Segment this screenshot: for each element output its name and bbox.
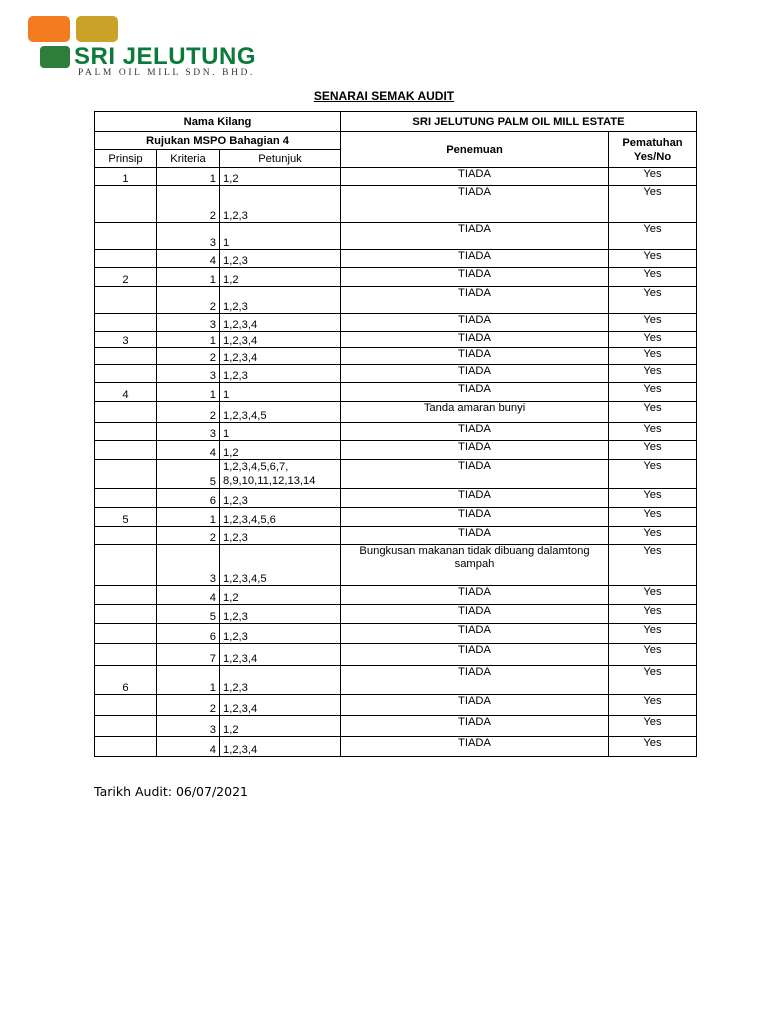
petunjuk-cell: 1,2,3,4,5,6 bbox=[220, 508, 341, 527]
prinsip-cell bbox=[95, 223, 157, 250]
petunjuk-cell-line1: 1,2,3,4,5,6,7, bbox=[223, 461, 289, 473]
petunjuk-cell: 1,2,3 bbox=[220, 624, 341, 644]
table-row bbox=[95, 624, 697, 644]
pematuhan-cell: Yes bbox=[609, 716, 697, 737]
petunjuk-cell: 1 bbox=[220, 223, 341, 250]
prinsip-cell: 6 bbox=[95, 666, 157, 695]
penemuan-cell: TIADA bbox=[341, 489, 609, 508]
kriteria-cell: 2 bbox=[157, 186, 220, 223]
petunjuk-cell: 1 bbox=[220, 383, 341, 402]
table-row bbox=[95, 545, 697, 586]
table-row bbox=[95, 527, 697, 545]
petunjuk-cell: 1,2,3 bbox=[220, 489, 341, 508]
prinsip-cell bbox=[95, 314, 157, 332]
prinsip-cell: 4 bbox=[95, 383, 157, 402]
table-row bbox=[95, 168, 697, 186]
kriteria-cell: 3 bbox=[157, 545, 220, 586]
petunjuk-cell: 1,2,3,4 bbox=[220, 348, 341, 365]
pematuhan-cell: Yes bbox=[609, 402, 697, 423]
pematuhan-cell: Yes bbox=[609, 441, 697, 460]
prinsip-cell bbox=[95, 605, 157, 624]
pematuhan-cell: Yes bbox=[609, 737, 697, 757]
table-row bbox=[95, 460, 697, 489]
kriteria-cell: 6 bbox=[157, 489, 220, 508]
nama-kilang-value: SRI JELUTUNG PALM OIL MILL ESTATE bbox=[341, 112, 697, 132]
penemuan-cell bbox=[341, 545, 609, 586]
penemuan-cell: TIADA bbox=[341, 695, 609, 716]
kriteria-cell: 4 bbox=[157, 441, 220, 460]
table-row bbox=[95, 644, 697, 666]
col-petunjuk: Petunjuk bbox=[220, 150, 341, 168]
table-row bbox=[95, 348, 697, 365]
penemuan-cell: TIADA bbox=[341, 186, 609, 223]
kriteria-cell: 1 bbox=[157, 332, 220, 348]
prinsip-cell: 5 bbox=[95, 508, 157, 527]
pematuhan-cell: Yes bbox=[609, 348, 697, 365]
prinsip-cell: 1 bbox=[95, 168, 157, 186]
petunjuk-cell: 1 bbox=[220, 423, 341, 441]
table-row bbox=[95, 223, 697, 250]
pematuhan-cell: Yes bbox=[609, 332, 697, 348]
pematuhan-cell: Yes bbox=[609, 605, 697, 624]
pematuhan-cell: Yes bbox=[609, 287, 697, 314]
table-row bbox=[95, 508, 697, 527]
penemuan-cell: TIADA bbox=[341, 666, 609, 695]
petunjuk-cell: 1,2,3,4 bbox=[220, 644, 341, 666]
penemuan-cell: TIADA bbox=[341, 314, 609, 332]
petunjuk-cell: 1,2 bbox=[220, 268, 341, 287]
table-row bbox=[95, 441, 697, 460]
kriteria-cell: 2 bbox=[157, 287, 220, 314]
col-prinsip: Prinsip bbox=[95, 150, 157, 168]
kriteria-cell: 6 bbox=[157, 624, 220, 644]
petunjuk-cell: 1,2,3 bbox=[220, 250, 341, 268]
petunjuk-cell: 1,2,3 bbox=[220, 365, 341, 383]
pematuhan-cell: Yes bbox=[609, 624, 697, 644]
audit-checklist-table bbox=[94, 111, 697, 757]
petunjuk-cell bbox=[220, 460, 341, 489]
document-title: SENARAI SEMAK AUDIT bbox=[313, 89, 455, 103]
company-subtitle: PALM OIL MILL SDN. BHD. bbox=[78, 68, 255, 78]
prinsip-cell: 2 bbox=[95, 268, 157, 287]
penemuan-cell: TIADA bbox=[341, 605, 609, 624]
company-name: SRI JELUTUNG bbox=[74, 43, 257, 70]
table-row bbox=[95, 250, 697, 268]
petunjuk-cell: 1,2 bbox=[220, 716, 341, 737]
prinsip-cell: 3 bbox=[95, 332, 157, 348]
table-row bbox=[95, 716, 697, 737]
table-row bbox=[95, 365, 697, 383]
table-row bbox=[95, 402, 697, 423]
petunjuk-cell: 1,2,3,4 bbox=[220, 314, 341, 332]
penemuan-cell: TIADA bbox=[341, 383, 609, 402]
table-row bbox=[95, 186, 697, 223]
prinsip-cell bbox=[95, 348, 157, 365]
kriteria-cell: 3 bbox=[157, 223, 220, 250]
pematuhan-cell: Yes bbox=[609, 365, 697, 383]
kriteria-cell: 2 bbox=[157, 402, 220, 423]
kriteria-cell: 3 bbox=[157, 716, 220, 737]
kriteria-cell: 1 bbox=[157, 168, 220, 186]
pematuhan-cell: Yes bbox=[609, 250, 697, 268]
penemuan-cell: TIADA bbox=[341, 441, 609, 460]
pematuhan-cell: Yes bbox=[609, 460, 697, 489]
kriteria-cell: 5 bbox=[157, 460, 220, 489]
prinsip-cell bbox=[95, 423, 157, 441]
kriteria-cell: 4 bbox=[157, 250, 220, 268]
kriteria-cell: 3 bbox=[157, 365, 220, 383]
penemuan-cell: TIADA bbox=[341, 287, 609, 314]
prinsip-cell bbox=[95, 586, 157, 605]
kriteria-cell: 2 bbox=[157, 695, 220, 716]
petunjuk-cell: 1,2,3 bbox=[220, 186, 341, 223]
table-row bbox=[95, 287, 697, 314]
kriteria-cell: 7 bbox=[157, 644, 220, 666]
kriteria-cell: 3 bbox=[157, 423, 220, 441]
penemuan-cell: TIADA bbox=[341, 168, 609, 186]
penemuan-cell: TIADA bbox=[341, 348, 609, 365]
prinsip-cell bbox=[95, 489, 157, 508]
kriteria-cell: 4 bbox=[157, 586, 220, 605]
table-row bbox=[95, 332, 697, 348]
kriteria-cell: 1 bbox=[157, 383, 220, 402]
table-row bbox=[95, 423, 697, 441]
pematuhan-cell: Yes bbox=[609, 527, 697, 545]
penemuan-cell: TIADA bbox=[341, 737, 609, 757]
petunjuk-cell: 1,2,3,4 bbox=[220, 695, 341, 716]
petunjuk-cell: 1,2 bbox=[220, 168, 341, 186]
penemuan-cell-line1: Bungkusan makanan tidak dibuang dalam bbox=[359, 545, 568, 557]
table-row bbox=[95, 666, 697, 695]
prinsip-cell bbox=[95, 716, 157, 737]
prinsip-cell bbox=[95, 644, 157, 666]
prinsip-cell bbox=[95, 695, 157, 716]
company-logo bbox=[28, 16, 258, 78]
kriteria-cell: 2 bbox=[157, 348, 220, 365]
penemuan-cell: TIADA bbox=[341, 586, 609, 605]
pematuhan-cell: Yes bbox=[609, 423, 697, 441]
petunjuk-cell: 1,2,3,4,5 bbox=[220, 545, 341, 586]
pematuhan-cell: Yes bbox=[609, 489, 697, 508]
petunjuk-cell: 1,2,3 bbox=[220, 527, 341, 545]
pematuhan-cell: Yes bbox=[609, 644, 697, 666]
table-row bbox=[95, 383, 697, 402]
table-row bbox=[95, 695, 697, 716]
logo-orange-block bbox=[28, 16, 70, 42]
penemuan-cell: TIADA bbox=[341, 250, 609, 268]
pematuhan-cell: Yes bbox=[609, 508, 697, 527]
pematuhan-cell: Yes bbox=[609, 545, 697, 586]
nama-kilang-label: Nama Kilang bbox=[95, 112, 341, 132]
prinsip-cell bbox=[95, 287, 157, 314]
table-row bbox=[95, 489, 697, 508]
prinsip-cell bbox=[95, 545, 157, 586]
penemuan-cell: TIADA bbox=[341, 508, 609, 527]
penemuan-header: Penemuan bbox=[341, 132, 609, 168]
table-row bbox=[95, 737, 697, 757]
tarikh-audit: Tarikh Audit: 06/07/2021 bbox=[94, 784, 248, 799]
table-row bbox=[95, 605, 697, 624]
penemuan-cell: TIADA bbox=[341, 460, 609, 489]
rujukan-label: Rujukan MSPO Bahagian 4 bbox=[95, 132, 341, 150]
kriteria-cell: 5 bbox=[157, 605, 220, 624]
pematuhan-cell: Yes bbox=[609, 314, 697, 332]
kriteria-cell: 4 bbox=[157, 737, 220, 757]
pematuhan-header: Pematuhan Yes/No bbox=[609, 132, 697, 168]
kriteria-cell: 1 bbox=[157, 666, 220, 695]
penemuan-cell: TIADA bbox=[341, 527, 609, 545]
table-row bbox=[95, 586, 697, 605]
pematuhan-cell: Yes bbox=[609, 586, 697, 605]
penemuan-cell: Tanda amaran bunyi bbox=[341, 402, 609, 423]
table-row bbox=[95, 314, 697, 332]
kriteria-cell: 1 bbox=[157, 268, 220, 287]
logo-gold-block bbox=[76, 16, 118, 42]
penemuan-cell-line2: tong sampah bbox=[454, 545, 590, 570]
prinsip-cell bbox=[95, 186, 157, 223]
penemuan-cell: TIADA bbox=[341, 365, 609, 383]
kriteria-cell: 2 bbox=[157, 527, 220, 545]
petunjuk-cell-line2: 8,9,10,11,12,13,14 bbox=[223, 475, 316, 487]
petunjuk-cell: 1,2 bbox=[220, 441, 341, 460]
penemuan-cell: TIADA bbox=[341, 716, 609, 737]
penemuan-cell: TIADA bbox=[341, 223, 609, 250]
prinsip-cell bbox=[95, 365, 157, 383]
col-kriteria: Kriteria bbox=[157, 150, 220, 168]
pematuhan-cell: Yes bbox=[609, 383, 697, 402]
pematuhan-cell: Yes bbox=[609, 695, 697, 716]
kriteria-cell: 3 bbox=[157, 314, 220, 332]
penemuan-cell: TIADA bbox=[341, 644, 609, 666]
petunjuk-cell: 1,2,3,4 bbox=[220, 332, 341, 348]
logo-green-block bbox=[40, 46, 70, 68]
petunjuk-cell: 1,2,3,4 bbox=[220, 737, 341, 757]
prinsip-cell bbox=[95, 624, 157, 644]
penemuan-cell: TIADA bbox=[341, 624, 609, 644]
prinsip-cell bbox=[95, 460, 157, 489]
penemuan-cell: TIADA bbox=[341, 423, 609, 441]
prinsip-cell bbox=[95, 737, 157, 757]
petunjuk-cell: 1,2,3 bbox=[220, 287, 341, 314]
pematuhan-cell: Yes bbox=[609, 268, 697, 287]
pematuhan-cell: Yes bbox=[609, 666, 697, 695]
kriteria-cell: 1 bbox=[157, 508, 220, 527]
petunjuk-cell: 1,2,3,4,5 bbox=[220, 402, 341, 423]
penemuan-cell: TIADA bbox=[341, 268, 609, 287]
prinsip-cell bbox=[95, 402, 157, 423]
prinsip-cell bbox=[95, 250, 157, 268]
penemuan-cell: TIADA bbox=[341, 332, 609, 348]
petunjuk-cell: 1,2,3 bbox=[220, 666, 341, 695]
pematuhan-cell: Yes bbox=[609, 168, 697, 186]
table-row bbox=[95, 268, 697, 287]
petunjuk-cell: 1,2,3 bbox=[220, 605, 341, 624]
prinsip-cell bbox=[95, 527, 157, 545]
pematuhan-cell: Yes bbox=[609, 223, 697, 250]
pematuhan-cell: Yes bbox=[609, 186, 697, 223]
petunjuk-cell: 1,2 bbox=[220, 586, 341, 605]
prinsip-cell bbox=[95, 441, 157, 460]
